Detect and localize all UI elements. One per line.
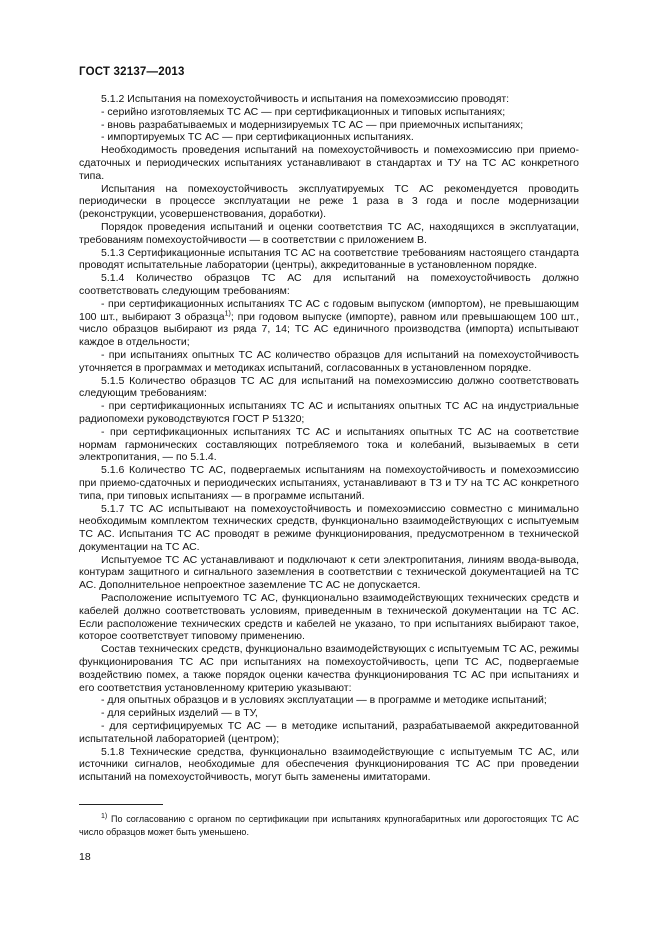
list-item: - при сертификационных испытаниях ТС АС и испытаниях опытных ТС АС на соответствие нормам гармонических составляющих потребляемого тока и колебаний, вызываемых в сети электропитания, — по 5.1.4.	[79, 425, 579, 464]
paragraph: 5.1.8 Технические средства, функционально взаимодействующие с испытуемым ТС АС, или источники сигналов, необходимые для обеспечения функционирования ТС АС при проведении испытаний на помехоустойчивость, могут быть заменены имитаторами.	[79, 745, 579, 784]
list-item-text: - при сертификационных испытаниях ТС АС с годовым выпуском (импортом), не превышающим 100 шт., выбирают 3 образца	[79, 297, 579, 323]
list-item: - при сертификационных испытаниях ТС АС и испытаниях опытных ТС АС на индустриальные радиопомехи руководствуются ГОСТ Р 51320;	[79, 400, 579, 425]
paragraph: 5.1.7 ТС АС испытывают на помехоустойчивость и помехоэмиссию совместно с минимально необходимым комплектом технических средств, функционально взаимодействующих с испытуемым ТС АС. Испытания ТС АС проводят в режиме функционирования, предусмотренном в технической документации на ТС АС.	[79, 502, 579, 553]
paragraph: 5.1.6 Количество ТС АС, подвергаемых испытаниям на помехоустойчивость и помехоэмиссию при приемо-сдаточных и периодических испытаниях, устанавливают в ТЗ и ТУ на ТС АС конкретного типа, при типовых испытаниях — в программе испытаний.	[79, 464, 579, 502]
footnote-text: По согласованию с органом по сертификации при испытаниях крупногабаритных или дорогостоящих ТС АС число образцов может быть уменьшено.	[79, 814, 579, 837]
list-item: - для опытных образцов и в условиях эксплуатации — в программе и методике испытаний;	[101, 694, 547, 707]
paragraph: Состав технических средств, функционально взаимодействующих с испытуемым ТС АС, режимы функционирования ТС АС при испытаниях на помехоустойчивость, цепи ТС АС, подвергаемые воздействию помех, а также порядок оценки качества функционирования ТС АС при испытаниях и его соответствия установленному критерию указывают:	[79, 643, 579, 694]
list-item: - импортируемых ТС АС — при сертификационных испытаниях.	[101, 131, 414, 144]
list-item: - серийно изготовляемых ТС АС — при сертификационных и типовых испытаниях;	[101, 105, 506, 118]
paragraph: Испытуемое ТС АС устанавливают и подключают к сети электропитания, линиям ввода-вывода, контурам защитного и сигнального заземления в соответствии с технической документацией на ТС АС. Дополнительное непроектное заземление ТС АС не допускается.	[79, 553, 579, 592]
list-item: - вновь разрабатываемых и модернизируемых ТС АС — при приемочных испытаниях;	[101, 118, 524, 131]
paragraph: 5.1.5 Количество образцов ТС АС для испытаний на помехоэмиссию должно соответствовать следующим требованиям:	[79, 374, 579, 400]
paragraph: 5.1.3 Сертификационные испытания ТС АС на соответствие требованиям настоящего стандарта проводят испытательные лаборатории (центры), аккредитованные в установленном порядке.	[79, 246, 579, 272]
footnote-number: 1)	[101, 813, 108, 820]
list-item: - для сертифицируемых ТС АС — в методике испытаний, разрабатываемой аккредитованной испытательной лабораторией (центром);	[79, 720, 579, 745]
document-body	[79, 93, 579, 784]
paragraph: Расположение испытуемого ТС АС, функционально взаимодействующих технических средств и кабелей должно соответствовать условиям, приведенным в технической документации на ТС АС. Если расположение технических средств и кабелей не указано, то при испытаниях выбирают такое, которое соответствует типовому применению.	[79, 592, 579, 643]
paragraph: Испытания на помехоустойчивость эксплуатируемых ТС АС рекомендуется проводить периодически в процессе эксплуатации не реже 1 раза в 3 года и после модернизации (реконструкции, усовершенствования, доработки).	[79, 182, 579, 221]
page-number: 18	[79, 851, 91, 863]
paragraph: 5.1.4 Количество образцов ТС АС для испытаний на помехоустойчивость должно соответствовать следующим требованиям:	[79, 272, 579, 297]
paragraph: 5.1.2 Испытания на помехоустойчивость и испытания на помехоэмиссию проводят:	[101, 93, 510, 105]
list-item-text-continued: ; при годовом выпуске (импорте), равном или превышающем 100 шт., число образцов выбирают из ряда 7, 14; ТС АС единичного производства (импорта) испытывают каждое в отдельности;	[79, 310, 579, 349]
paragraph: Порядок проведения испытаний и оценки соответствия ТС АС, находящихся в эксплуатации, требованиям помехоустойчивости — в соответствии с приложением В.	[79, 220, 579, 246]
footnote-mark: 1)	[224, 310, 231, 318]
footnote-divider	[79, 804, 163, 805]
list-item: - при испытаниях опытных ТС АС количество образцов для испытаний на помехоустойчивость уточняется в программах и методиках испытаний, согласованных в установленном порядке.	[79, 348, 579, 374]
page-header: ГОСТ 32137—2013	[79, 66, 185, 78]
list-item	[79, 298, 579, 349]
list-item: - для серийных изделий — в ТУ,	[101, 707, 258, 720]
paragraph: Необходимость проведения испытаний на помехоустойчивость и помехоэмиссию при приемо-сдаточных и периодических испытаниях устанавливают в стандартах и ТУ на ТС АС конкретного типа.	[79, 144, 579, 182]
footnote	[79, 813, 579, 839]
